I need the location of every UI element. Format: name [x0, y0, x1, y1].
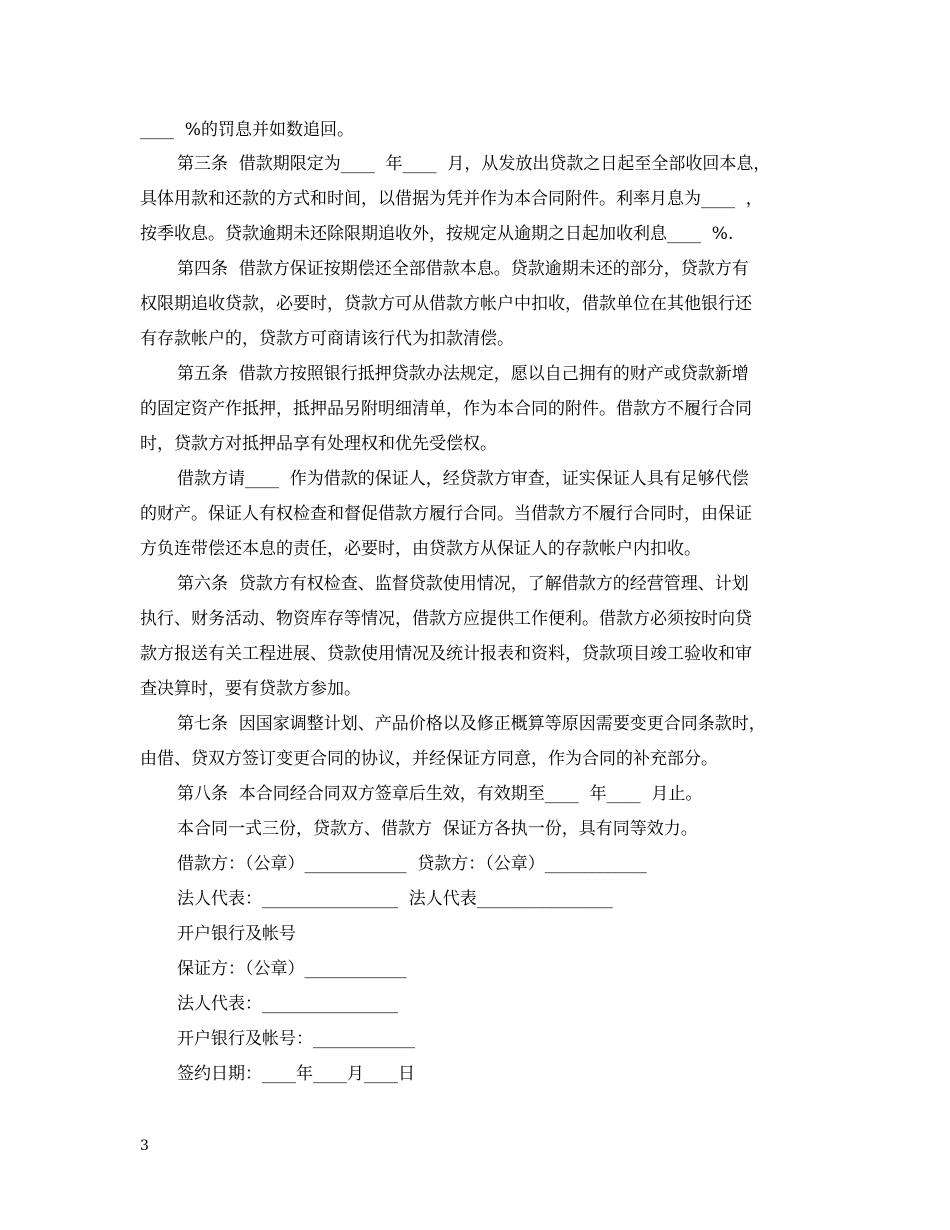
article-3-line: 第三条 借款期限定为____ 年____ 月，从发放出贷款之日起至全部收回本息， — [177, 154, 771, 174]
article-8-line: 第八条 本合同经合同双方签章后生效，有效期至____ 年____ 月止。 — [177, 784, 703, 804]
text-line: 具体用款和还款的方式和时间，以借据为凭并作为本合同附件。利率月息为____ ， — [140, 189, 763, 209]
legal-representative-line: 法人代表：________________ 法人代表________________ — [177, 889, 613, 909]
guarantor-legal-representative-line: 法人代表：________________ — [177, 994, 398, 1014]
text-line: 时，贷款方对抵押品享有处理权和优先受偿权。 — [140, 434, 497, 454]
article-7-line: 第七条 因国家调整计划、产品价格以及修正概算等原因需要变更合同条款时， — [177, 714, 766, 734]
text-line: 按季收息。贷款逾期未还除限期追收外，按规定从逾期之日起加收利息____ %. — [140, 224, 734, 244]
text-line: 方负连带偿还本息的责任，必要时，由贷款方从保证人的存款帐户内扣收。 — [140, 539, 701, 559]
article-6-line: 第六条 贷款方有权检查、监督贷款使用情况，了解借款方的经营管理、计划 — [177, 574, 749, 594]
text-line: 款方报送有关工程进展、贷款使用情况及统计报表和资料，贷款项目竣工验收和审 — [140, 644, 752, 664]
bank-account-line: 开户银行及帐号 — [177, 924, 296, 944]
text-line: 查决算时，要有贷款方参加。 — [140, 679, 361, 699]
copies-clause: 本合同一式三份，贷款方、借款方 保证方各执一份，具有同等效力。 — [177, 819, 698, 839]
text-line: ____ %的罚息并如数追回。 — [140, 120, 354, 140]
text-line: 的固定资产作抵押，抵押品另附明细清单，作为本合同的附件。借款方不履行合同 — [140, 399, 752, 419]
text-line: 的财产。保证人有权检查和督促借款方履行合同。当借款方不履行合同时，由保证 — [140, 504, 752, 524]
text-line: 权限期追收贷款，必要时，贷款方可从借款方帐户中扣收，借款单位在其他银行还 — [140, 294, 752, 314]
text-line: 有存款帐户的，贷款方可商请该行代为扣款清偿。 — [140, 329, 514, 349]
text-line: 由借、贷双方签订变更合同的协议，并经保证方同意，作为合同的补充部分。 — [140, 749, 718, 769]
guarantor-paragraph-line: 借款方请____ 作为借款的保证人，经贷款方审查，证实保证人具有足够代偿 — [177, 469, 749, 489]
article-4-line: 第四条 借款方保证按期偿还全部借款本息。贷款逾期未还的部分，贷款方有 — [177, 259, 749, 279]
guarantor-bank-account-line: 开户银行及帐号：____________ — [177, 1029, 415, 1049]
article-5-line: 第五条 借款方按照银行抵押贷款办法规定，愿以自己拥有的财产或贷款新增 — [177, 364, 749, 384]
page-number: 3 — [140, 1138, 149, 1154]
guarantor-seal-line: 保证方：（公章）____________ — [177, 959, 407, 979]
signing-date-line: 签约日期：____年____月____日 — [177, 1064, 415, 1084]
text-line: 执行、财务活动、物资库存等情况，借款方应提供工作便利。借款方必须按时向贷 — [140, 609, 752, 629]
borrower-lender-seal-line: 借款方：（公章）____________ 贷款方：（公章）____________ — [177, 854, 647, 874]
